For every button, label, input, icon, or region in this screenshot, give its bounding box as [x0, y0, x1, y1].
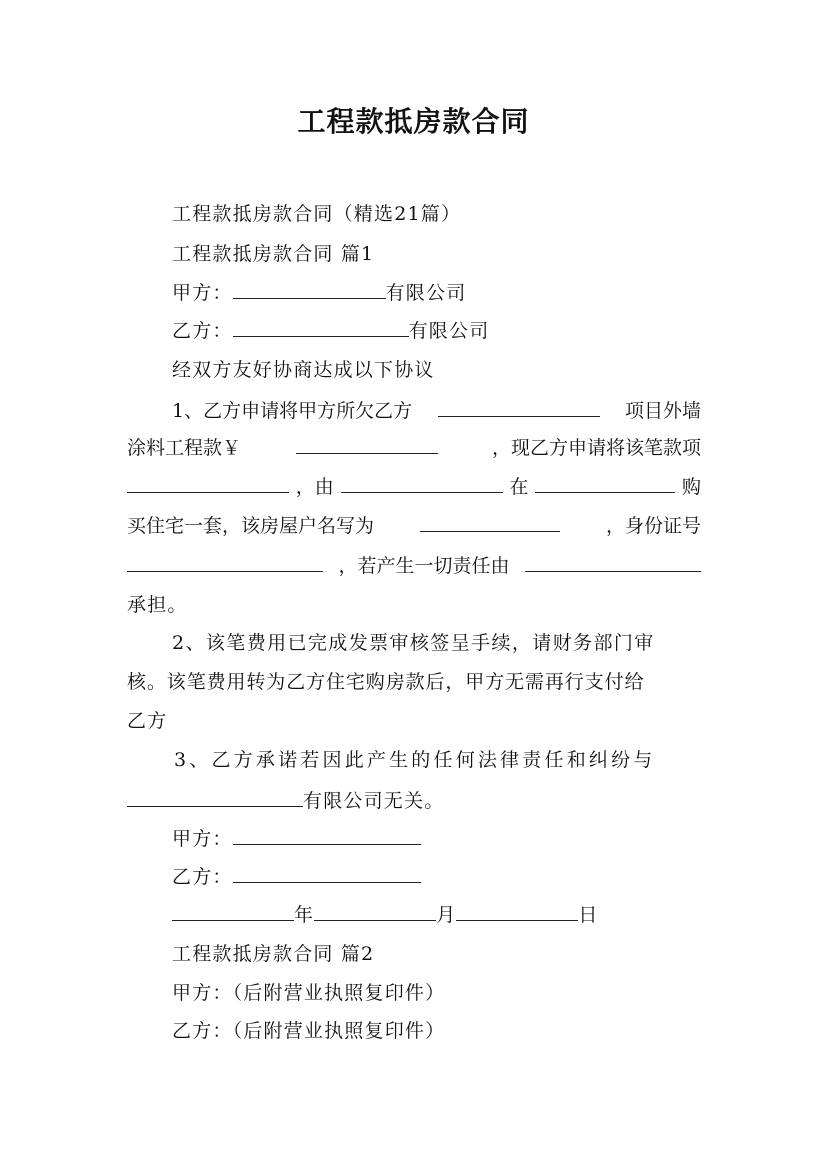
document-title: 工程款抵房款合同: [297, 105, 530, 138]
party-b-line: [172, 316, 489, 343]
section-heading-2: 工程款抵房款合同 篇2: [172, 943, 375, 965]
clause1-line2: [127, 433, 701, 460]
clause1-text: 项目外墙: [624, 400, 701, 422]
blank-line: [314, 902, 436, 921]
clause1-line1: [172, 396, 701, 423]
clause2-line2: 核。该笔费用转为乙方住宅购房款后，甲方无需再行支付给: [127, 671, 645, 693]
clause1-text: 买住宅一套，该房屋户名写为: [127, 515, 375, 537]
clause1-line5: [127, 551, 701, 578]
sign-party-b-label: 乙方：: [172, 866, 233, 888]
intro-line: 经双方友好协商达成以下协议: [172, 359, 435, 381]
clause1-text: ，由: [295, 476, 334, 498]
blank-line: [525, 553, 701, 572]
clause1-line3: [127, 472, 701, 499]
party-b2-line: 乙方：（后附营业执照复印件）: [172, 1020, 446, 1042]
blank-line: [296, 435, 438, 454]
clause1-text: ，现乙方申请将该笔款项: [491, 437, 701, 459]
party-a-label: 甲方：: [172, 282, 233, 304]
sign-party-b: [172, 862, 421, 889]
signature-line: [233, 864, 421, 883]
blank-line: [172, 902, 294, 921]
company-suffix: 有限公司: [385, 282, 467, 304]
date-year: 年: [294, 904, 315, 926]
clause3-text: 有限公司无关。: [303, 790, 445, 812]
document-subtitle: 工程款抵房款合同（精选21篇）: [172, 203, 462, 225]
clause1-text: 1、乙方申请将甲方所欠乙方: [172, 400, 413, 422]
clause2-line1: 2、该笔费用已完成发票审核签呈手续，请财务部门审: [172, 632, 655, 654]
blank-line: [341, 474, 503, 493]
clause1-text: ，身份证号: [605, 515, 701, 537]
blank-line: [127, 474, 289, 493]
party-a-line: [172, 278, 466, 305]
blank-line: [438, 398, 600, 417]
blank-line: [535, 474, 675, 493]
blank-line: [127, 788, 303, 807]
blank-line: [127, 553, 323, 572]
party-a2-line: 甲方：（后附营业执照复印件）: [172, 982, 446, 1004]
sign-party-a-label: 甲方：: [172, 828, 233, 850]
clause2-line3: 乙方: [127, 710, 168, 732]
party-b-label: 乙方：: [172, 320, 233, 342]
blank-line: [456, 902, 578, 921]
blank-line: [420, 513, 560, 532]
clause1-text: 涂料工程款￥: [127, 437, 242, 459]
company-suffix: 有限公司: [408, 320, 490, 342]
clause1-line6: 承担。: [127, 594, 188, 616]
blank-line: [233, 280, 386, 299]
blank-line: [233, 318, 409, 337]
clause1-text: 购: [681, 476, 701, 498]
signature-line: [233, 826, 421, 845]
section-heading-1: 工程款抵房款合同 篇1: [172, 243, 375, 265]
clause1-text: ，若产生一切责任由: [338, 555, 510, 577]
clause3-line2: [127, 786, 444, 813]
clause3-line1: 3、乙方承诺若因此产生的任何法律责任和纠纷与: [174, 749, 656, 771]
clause1-text: 在: [509, 476, 529, 498]
sign-party-a: [172, 824, 421, 851]
date-month: 月: [436, 904, 457, 926]
clause1-line4: [127, 511, 701, 538]
date-day: 日: [578, 904, 599, 926]
date-line: [172, 900, 599, 927]
